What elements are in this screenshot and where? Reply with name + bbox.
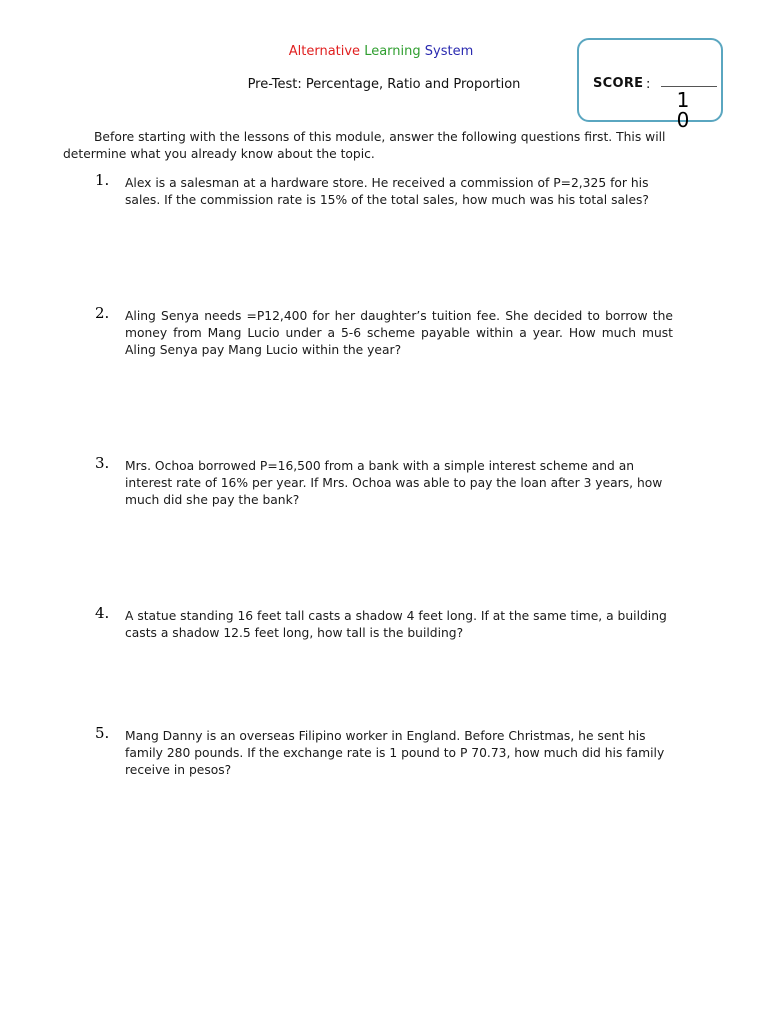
score-blank-line	[661, 86, 717, 87]
test-title: Pre-Test: Percentage, Ratio and Proportion	[247, 77, 521, 92]
question-number: 2.	[95, 304, 110, 322]
question-text: Aling Senya needs =P12,400 for her daughter’s tuition fee. She decided to borrow the money from Mang Lucio under a 5-6 scheme payable within a year. How much must Aling Senya pay Mang Lucio within the year?	[125, 309, 673, 357]
program-title-alternative: Alternative	[288, 44, 361, 59]
score-label: SCORE	[593, 76, 644, 91]
score-colon: :	[646, 77, 651, 92]
score-box	[577, 38, 723, 122]
question-text: Alex is a salesman at a hardware store. He received a commission of P=2,325 for his sales. If the commission rate is 15% of the total sales, how much was his total sales?	[125, 176, 649, 207]
question-number: 1.	[95, 171, 110, 189]
question-number: 3.	[95, 454, 110, 472]
score-total: 10	[676, 88, 690, 132]
question-number: 5.	[95, 724, 110, 742]
question-text: A statue standing 16 feet tall casts a shadow 4 feet long. If at the same time, a building casts a shadow 12.5 feet long, how tall is the building?	[125, 609, 667, 640]
instructions: Before starting with the lessons of this module, answer the following questions first. This will determine what you already know about the topic.	[63, 130, 666, 161]
question-text: Mrs. Ochoa borrowed P=16,500 from a bank with a simple interest scheme and an interest rate of 16% per year. If Mrs. Ochoa was able to pay the loan after 3 years, how much did she pay the bank?	[125, 459, 663, 507]
question-number: 4.	[95, 604, 110, 622]
program-title-learning: Learning	[364, 44, 421, 59]
question-text: Mang Danny is an overseas Filipino worker in England. Before Christmas, he sent his family 280 pounds. If the exchange rate is 1 pound to P 70.73, how much did his family receive in pesos?	[125, 729, 665, 777]
program-title-system: System	[424, 44, 474, 59]
